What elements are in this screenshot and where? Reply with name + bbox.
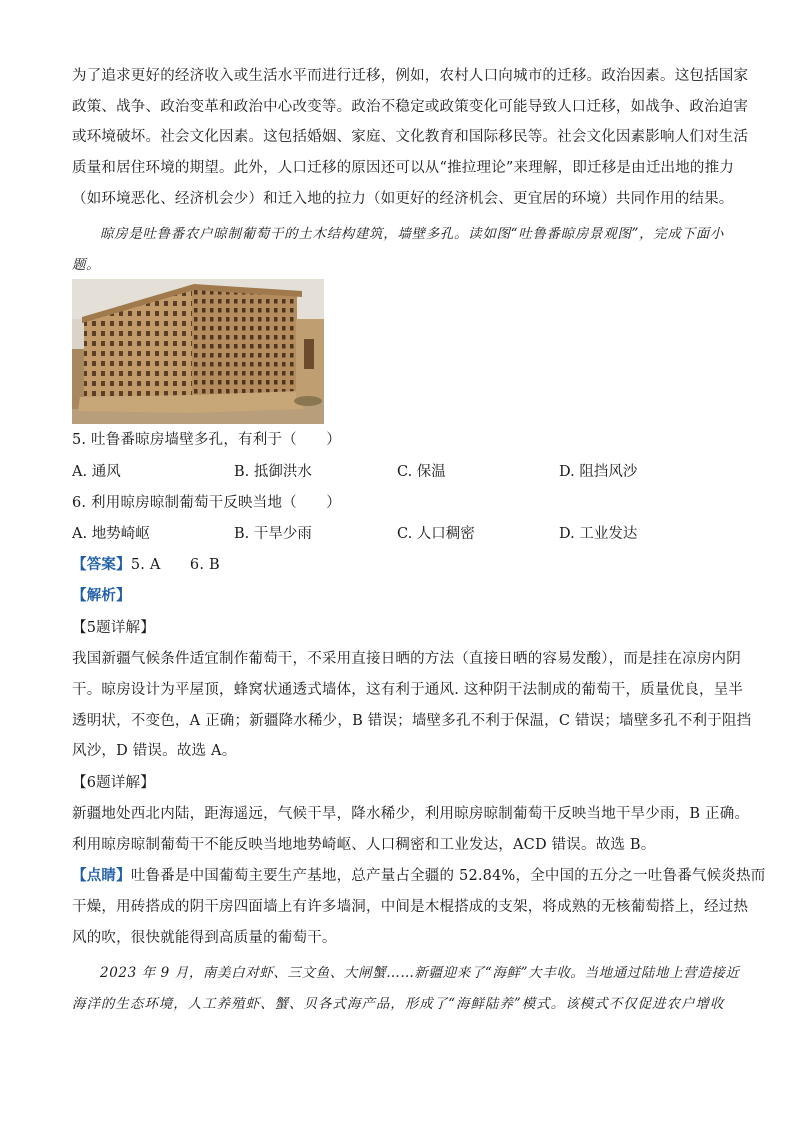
tip-line-3: 风的吹，很快就能得到高质量的葡萄干。 — [72, 930, 337, 946]
q6-option-c[interactable]: C. 人口稠密 — [397, 526, 475, 542]
detail5-line-3: 透明状，不变色，A 正确；新疆降水稀少，B 错误；墙壁多孔不利于保温，C 错误；墙壁多孔不利于阻挡 — [72, 713, 752, 729]
intro-line-1: 为了追求更好的经济收入或生活水平而进行迁移，例如，农村人口向城市的迁移。政治因素。这包括国家 — [72, 68, 749, 84]
tip-line-2: 干燥，用砖搭成的阴干房四面墙上有许多墙洞，中间是木棍搭成的支架，将成熟的无核葡萄搭上，经过热 — [72, 899, 749, 915]
answer-text: 5. A 6. B — [130, 557, 220, 573]
detail5-heading: 【5题详解】 — [72, 620, 155, 636]
drying-house-photo — [72, 279, 324, 424]
tip-text-1: 吐鲁番是中国葡萄主要生产基地，总产量占全疆的 52.84%，全中国的五分之一吐鲁番气候炎热而 — [130, 868, 766, 884]
intro-line-5: （如环境恶化、经济机会少）和迁入地的拉力（如更好的经济机会、更宜居的环境）共同作用的结果。 — [72, 191, 734, 207]
q5-option-a[interactable]: A. 通风 — [72, 464, 121, 480]
q5-option-b[interactable]: B. 抵御洪水 — [234, 464, 312, 480]
answer-line — [72, 555, 724, 575]
next-material-line-2: 海洋的生态环境，人工养殖虾、蟹、贝各式海产品，形成了“海鲜陆养”模式。该模式不仅促进农户增收 — [72, 996, 724, 1012]
analysis-heading — [72, 586, 724, 606]
detail6-line-1: 新疆地处西北内陆，距海遥远，气候干旱，降水稀少，利用晾房晾制葡萄干反映当地干旱少雨，B 正确。 — [72, 806, 750, 822]
q6-stem: 6. 利用晾房晾制葡萄干反映当地（ ） — [72, 495, 341, 511]
analysis-tag: 【解析】 — [72, 587, 131, 604]
q5-option-c[interactable]: C. 保温 — [397, 464, 446, 480]
material-line-1: 晾房是吐鲁番农户晾制葡萄干的土木结构建筑，墙壁多孔。读如图“吐鲁番晾房景观图”，完成下面小 — [100, 226, 724, 242]
material-line-2: 题。 — [72, 257, 101, 273]
intro-line-2: 政策、战争、政治变革和政治中心改变等。政治不稳定或政策变化可能导致人口迁移，如战争、政治迫害 — [72, 99, 749, 115]
detail5-line-1: 我国新疆气候条件适宜制作葡萄干，不采用直接日晒的方法（直接日晒的容易发酸），而是挂在凉房内阴 — [72, 651, 741, 667]
q6-option-d[interactable]: D. 工业发达 — [559, 526, 638, 542]
detail6-line-2: 利用晾房晾制葡萄干不能反映当地地势崎岖、人口稠密和工业发达，ACD 错误。故选 B。 — [72, 837, 656, 853]
detail5-line-2: 干。晾房设计为平屋顶，蜂窝状通透式墙体，这有利于通风. 这种阴干法制成的葡萄干，质量优良，呈半 — [72, 682, 744, 698]
next-material-line-1: 2023 年 9 月，南美白对虾、三文鱼、大闸蟹……新疆迎来了“海鲜”大丰收。当地通过陆地上营造接近 — [100, 965, 740, 981]
answer-tag: 【答案】 — [72, 556, 131, 573]
q5-option-d[interactable]: D. 阻挡风沙 — [559, 464, 638, 480]
q6-option-b[interactable]: B. 干旱少雨 — [234, 526, 312, 542]
detail5-line-4: 风沙，D 错误。故选 A。 — [72, 743, 237, 759]
q6-option-a[interactable]: A. 地势崎岖 — [72, 526, 150, 542]
drying-house-illustration — [72, 279, 324, 424]
detail6-heading: 【6题详解】 — [72, 775, 155, 791]
q5-stem: 5. 吐鲁番晾房墙壁多孔，有利于（ ） — [72, 432, 341, 448]
intro-line-3: 或环境破坏。社会文化因素。这包括婚姻、家庭、文化教育和国际移民等。社会文化因素影响人们对生活 — [72, 129, 749, 145]
intro-line-4: 质量和居住环境的期望。此外，人口迁移的原因还可以从“推拉理论”来理解，即迁移是由迁出地的推力 — [72, 160, 735, 176]
tip-line-1 — [72, 866, 766, 886]
tip-tag: 【点睛】 — [72, 867, 131, 884]
